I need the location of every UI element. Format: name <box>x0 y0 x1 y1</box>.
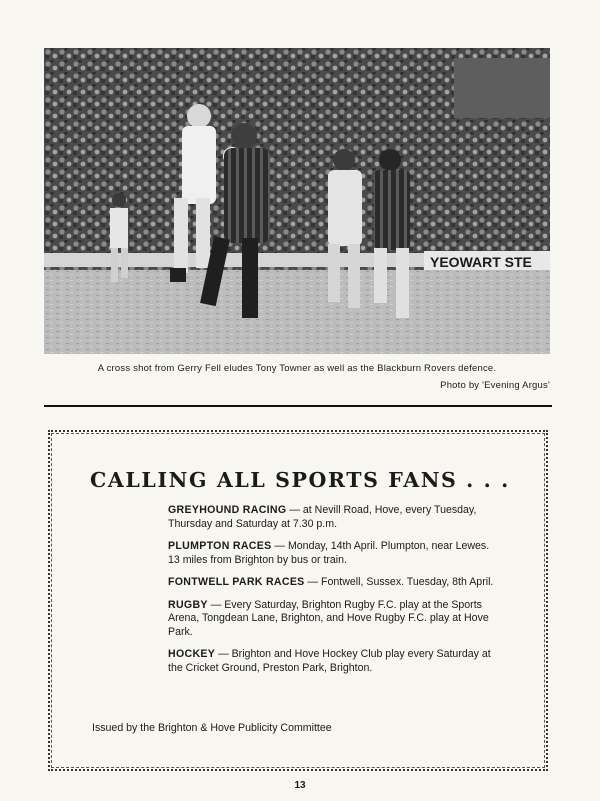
advert-title: CALLING ALL SPORTS FANS . . . <box>90 468 510 492</box>
issued-by: Issued by the Brighton & Hove Publicity Committee <box>92 722 332 734</box>
entry-heading: FONTWELL PARK RACES <box>168 576 305 588</box>
entry-rugby <box>168 599 502 640</box>
entry-heading: PLUMPTON RACES <box>168 540 272 552</box>
photo-caption: A cross shot from Gerry Fell eludes Tony Towner as well as the Blackburn Rovers defence. <box>97 363 497 374</box>
entry-hockey <box>168 648 502 675</box>
entry-text: — Monday, 14th April. Plumpton, near Lewes. 13 miles from Brighton by bus or train. <box>168 540 490 566</box>
match-photo <box>44 48 550 354</box>
match-photo-image <box>44 48 550 354</box>
entry-heading: GREYHOUND RACING <box>168 504 287 516</box>
sports-advert <box>48 430 548 771</box>
hoarding-text: YEOWART STE <box>430 254 532 270</box>
page-number: 13 <box>294 780 306 791</box>
entry-heading: HOCKEY <box>168 648 216 660</box>
entry-text: — at Nevill Road, Hove, every Tuesday, Thursday and Saturday at 7.30 p.m. <box>168 504 477 530</box>
entry-text: — Brighton and Hove Hockey Club play every Saturday at the Cricket Ground, Preston Park, Brighton. <box>168 648 491 674</box>
entry-plumpton <box>168 540 502 567</box>
entry-text: — Fontwell, Sussex. Tuesday, 8th April. <box>304 576 494 588</box>
divider-rule <box>44 405 552 407</box>
entry-text: — Every Saturday, Brighton Rugby F.C. play at the Sports Arena, Tongdean Lane, Brighton, and Hove Rugby F.C. play at Hove Park. <box>168 598 489 638</box>
entry-fontwell <box>168 576 502 590</box>
entry-greyhound <box>168 504 502 531</box>
advert-entries <box>168 504 502 684</box>
photo-credit: Photo by 'Evening Argus' <box>440 380 550 391</box>
entry-heading: RUGBY <box>168 598 208 611</box>
